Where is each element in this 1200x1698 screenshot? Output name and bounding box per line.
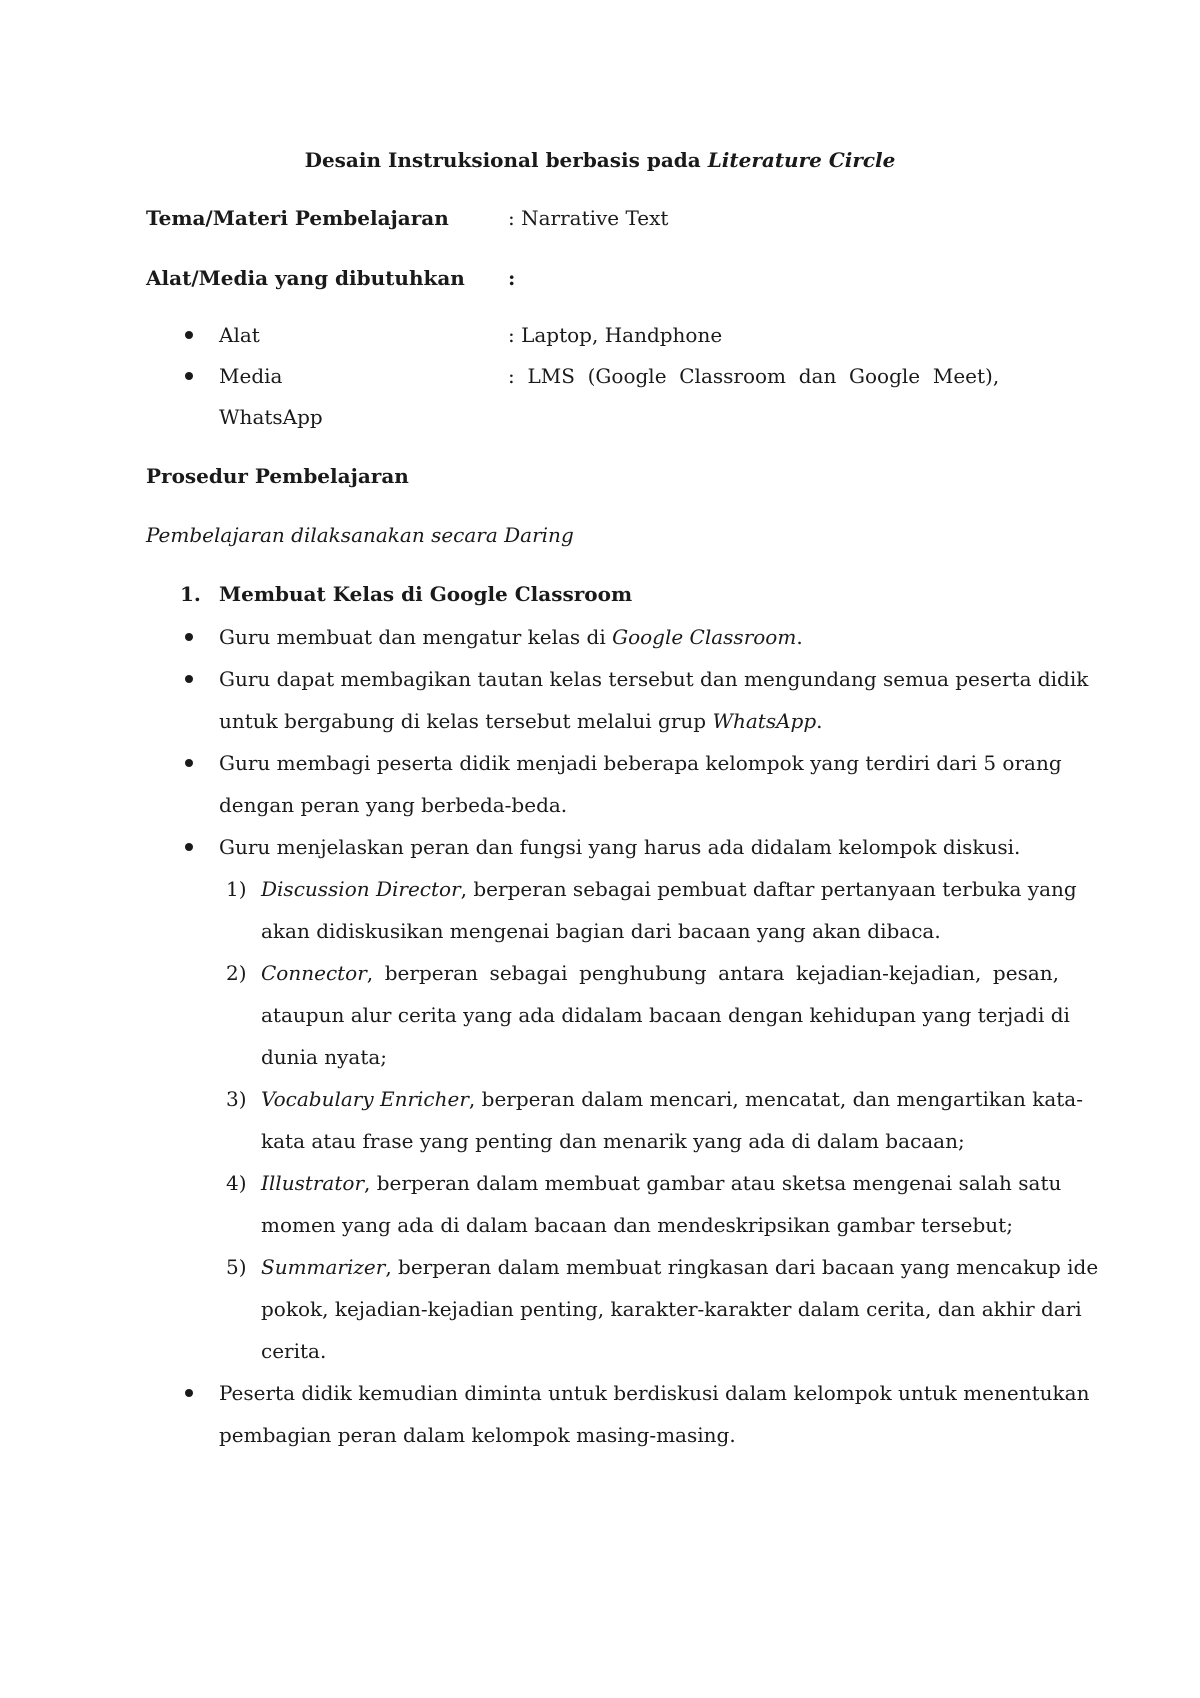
media-value: : LMS (Google Classroom dan Google Meet), [508,364,1000,388]
role-line1: Discussion Director, berperan sebagai pembuat daftar pertanyaan terbuka yang [261,877,1077,901]
bullet-3-line2: dengan peran yang berbeda-beda. [219,793,568,817]
role-line3: cerita. [261,1339,327,1363]
bullet-icon [185,843,193,851]
bullet-2-line2: untuk bergabung di kelas tersebut melalui grup WhatsApp. [219,709,823,733]
role-line1: Connector, berperan sebagai penghubung antara kejadian-kejadian, pesan, [261,961,1059,985]
title-text: Desain Instruksional berbasis pada [304,148,708,172]
role-line1: Summarizer, berperan dalam membuat ringkasan dari bacaan yang mencakup ide [261,1255,1099,1279]
bullet-icon [185,331,193,339]
bullet-icon [185,633,193,641]
bullet-icon [185,675,193,683]
role-line2: akan didiskusikan mengenai bagian dari bacaan yang akan dibaca. [261,919,941,943]
alat-media-value: : [508,266,516,290]
bullet-4: Guru menjelaskan peran dan fungsi yang harus ada didalam kelompok diskusi. [219,835,1021,859]
step-title: Membuat Kelas di Google Classroom [219,582,633,606]
role-line2: kata atau frase yang penting dan menarik yang ada di dalam bacaan; [261,1129,965,1153]
role-number: 1) [226,877,247,901]
role-line2: pokok, kejadian-kejadian penting, karakter-karakter dalam cerita, dan akhir dari [261,1297,1082,1321]
alat-media-label: Alat/Media yang dibutuhkan [146,266,465,290]
role-number: 3) [226,1087,247,1111]
tema-label: Tema/Materi Pembelajaran [146,206,449,230]
role-number: 2) [226,961,247,985]
role-number: 5) [226,1255,247,1279]
bullet-icon [185,759,193,767]
bullet-icon [185,372,193,380]
bullet-5-line2: pembagian peran dalam kelompok masing-masing. [219,1423,736,1447]
bullet-icon [185,1389,193,1397]
media-value-cont: WhatsApp [219,405,323,429]
role-line2: ataupun alur cerita yang ada didalam bacaan dengan kehidupan yang terjadi di [261,1003,1070,1027]
role-number: 4) [226,1171,247,1195]
bullet-3-line1: Guru membagi peserta didik menjadi beberapa kelompok yang terdiri dari 5 orang [219,751,1062,775]
step-number: 1. [180,582,201,606]
title-italic: Literature Circle [707,148,896,172]
bullet-1: Guru membuat dan mengatur kelas di Google Classroom. [219,625,803,649]
media-label: Media [219,364,283,388]
role-line1: Illustrator, berperan dalam membuat gambar atau sketsa mengenai salah satu [261,1171,1062,1195]
role-line1: Vocabulary Enricher, berperan dalam mencari, mencatat, dan mengartikan kata- [261,1087,1083,1111]
role-line3: dunia nyata; [261,1045,388,1069]
bullet-2-line1: Guru dapat membagikan tautan kelas tersebut dan mengundang semua peserta didik [219,667,1089,691]
alat-value: : Laptop, Handphone [508,323,723,347]
bullet-5-line1: Peserta didik kemudian diminta untuk berdiskusi dalam kelompok untuk menentukan [219,1381,1090,1405]
prosedur-heading: Prosedur Pembelajaran [146,464,409,488]
tema-value: : Narrative Text [508,206,669,230]
role-line2: momen yang ada di dalam bacaan dan mendeskripsikan gambar tersebut; [261,1213,1013,1237]
alat-label: Alat [219,323,260,347]
daring-note: Pembelajaran dilaksanakan secara Daring [146,523,574,547]
document-title [0,148,1200,172]
